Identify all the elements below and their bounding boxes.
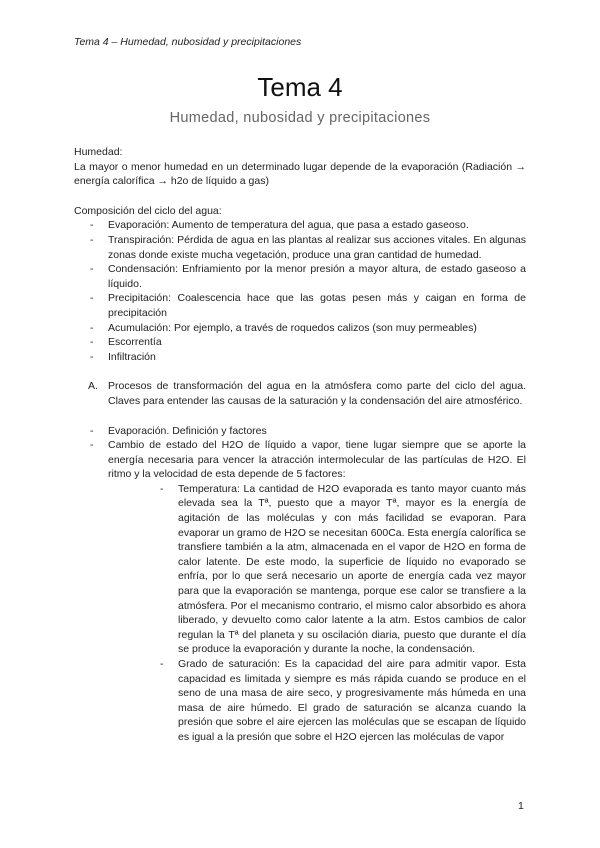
section-a-text: Procesos de transformación del agua en la atmósfera como parte del ciclo del agua. Claves para entender las causas de la saturación y la condensación del aire atmosférico. — [108, 380, 526, 407]
ciclo-heading: Composición del ciclo del agua: — [74, 204, 222, 217]
page-number: 1 — [518, 800, 524, 812]
running-header: Tema 4 – Humedad, nubosidad y precipitaciones — [74, 36, 302, 48]
factors-list — [142, 482, 526, 745]
list-item: - Escorrentía — [74, 335, 526, 350]
section-a-list — [74, 379, 526, 408]
list-item: - Acumulación: Por ejemplo, a través de roquedos calizos (son muy permeables) — [74, 321, 526, 336]
humedad-text: La mayor o menor humedad en un determinado lugar depende de la evaporación (Radiación → energía calorífica → h2o de líquido a gas) — [74, 160, 526, 188]
ciclo-list — [74, 218, 526, 364]
list-item: - Transpiración: Pérdida de agua en las plantas al realizar sus acciones vitales. En algunas zonas donde existe mucha vegetación, produce una gran cantidad de humedad. — [74, 233, 526, 262]
list-item: - Precipitación: Coalescencia hace que las gotas pesen más y caigan en forma de precipitación — [74, 291, 526, 320]
humedad-heading: Humedad: — [74, 146, 123, 158]
document-body — [74, 145, 526, 745]
section-a-marker: A. — [88, 380, 98, 393]
factor-item: - Temperatura: La cantidad de H2O evaporada es tanto mayor cuanto más elevada sea la Tª, puesto que a mayor Tª, mayor es la energía de agitación de las moléculas y con más facilidad se evaporan. Para evaporar un gramo de H2O se necesitan 600Ca. Esta energía calorífica se transfiere también a la atm, almacenada en el vapor de H2O en forma de calor latente. De este modo, la superficie de líquido no evaporado se enfría, por lo que será necesario un aporte de energía cada vez mayor para que la evaporación se mantenga, porque ese calor se transfiere a la atmósfera. Por el mecanismo contrario, el mismo calor absorbido es ahora liberado, y devuelto como calor latente a la atm. Estos cambios de calor regulan la Tª del planeta y su oscilación diaria, puesto que durante el día se produce la evaporación y durante la noche, la condensación. — [108, 482, 526, 657]
list-item: - Evaporación: Aumento de temperatura del agua, que pasa a estado gaseoso. — [74, 218, 526, 233]
factor-item: - Grado de saturación: Es la capacidad del aire para admitir vapor. Esta capacidad es limitada y siempre es más rápida cuando se produce en el seno de una masa de aire seco, y progresivamente más húmeda en una masa de aire húmedo. El grado de saturación se alcanza cuando la presión que sobre el aire ejercen las moléculas que se escapan de líquido es igual a la presión que sobre el H2O ejercen las moléculas de vapor — [108, 657, 526, 745]
list-item: - Evaporación. Definición y factores — [74, 424, 526, 439]
page-subtitle: Humedad, nubosidad y precipitaciones — [169, 110, 431, 126]
list-item — [74, 438, 526, 744]
list-item: - Condensación: Enfriamiento por la menor presión a mayor altura, de estado gaseoso a líquido. — [74, 262, 526, 291]
page-title: Tema 4 — [257, 72, 343, 102]
section-a-item — [74, 379, 526, 408]
evaporacion-list — [74, 424, 526, 745]
list-item: - Infiltración — [74, 350, 526, 365]
evaporacion-definition: Cambio de estado del H2O de líquido a vapor, tiene lugar siempre que se aporte la energía necesaria para vencer la atracción intermolecular de las partículas de H2O. El ritmo y la velocidad de esta depende de 5 factores: — [108, 439, 526, 481]
